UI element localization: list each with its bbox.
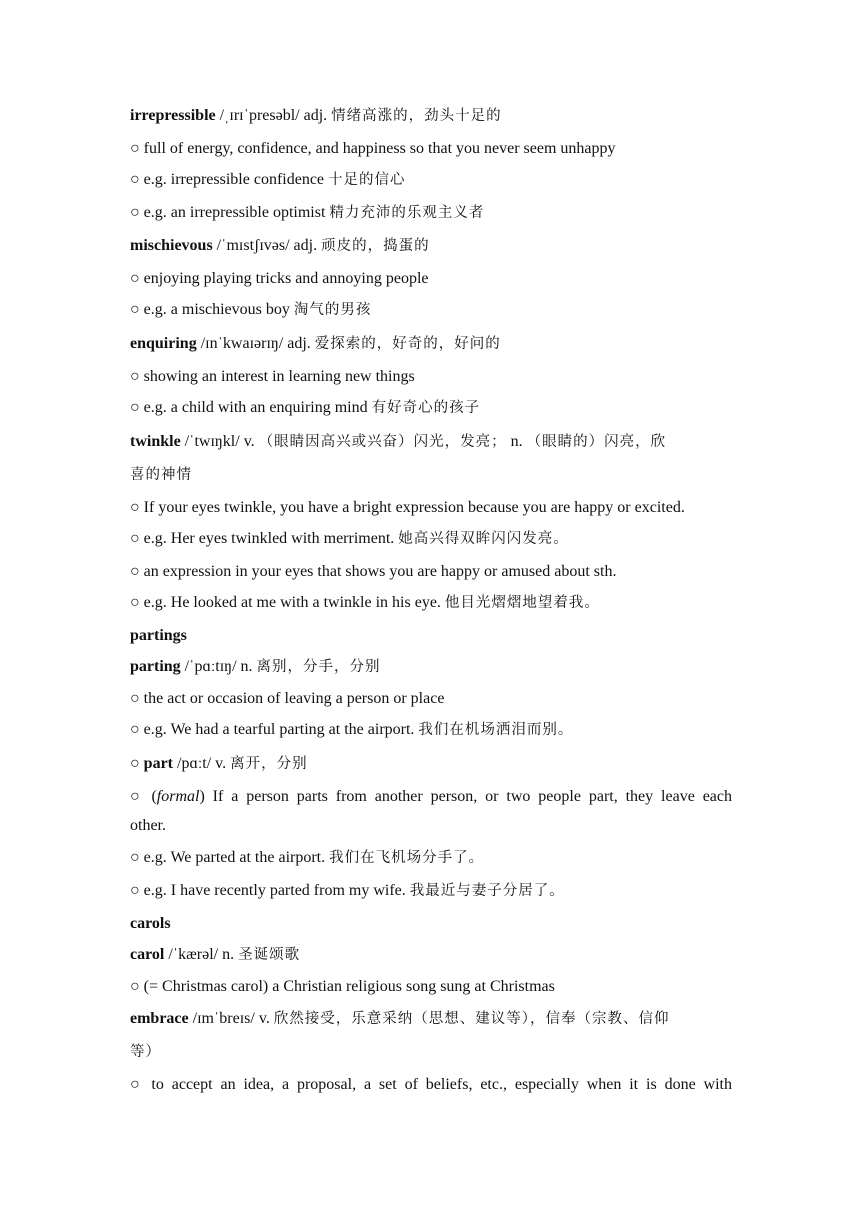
example-text: ○ e.g. a child with an enquiring mind: [130, 399, 372, 416]
part-of-speech: n.: [506, 433, 527, 450]
example-text: ○ e.g. Her eyes twinkled with merriment.: [130, 530, 399, 547]
chinese-gloss: 离开，分别: [230, 756, 308, 772]
pronunciation: /ɪnˈkwaɪərɪŋ/ adj.: [196, 335, 315, 352]
example: [130, 593, 732, 613]
gloss-continuation: [130, 465, 732, 485]
example-translation: 我们在机场洒泪而别。: [418, 722, 574, 738]
example: [130, 398, 732, 418]
definition: ○ If your eyes twinkle, you have a bright expression because you are happy or excited.: [130, 499, 685, 516]
entry-enquiring-headline: [130, 334, 732, 354]
example-translation: 精力充沛的乐观主义者: [329, 205, 485, 221]
example: [130, 170, 732, 190]
example-translation: 十足的信心: [328, 172, 406, 188]
chinese-gloss: 喜的神情: [130, 467, 192, 483]
example-translation: 有好奇心的孩子: [371, 400, 481, 416]
definition: ○ full of energy, confidence, and happiness so that you never seem unhappy: [130, 140, 616, 157]
bullet: ○: [130, 755, 144, 772]
example: [130, 300, 732, 320]
example: [130, 881, 732, 901]
example: [130, 529, 732, 549]
headword: carol: [130, 946, 165, 963]
example-translation: 我最近与妻子分居了。: [409, 883, 565, 899]
example-translation: 她高兴得双眸闪闪发亮。: [398, 531, 569, 547]
example-text: ○ e.g. I have recently parted from my wife.: [130, 882, 410, 899]
chinese-gloss: （眼睛的）闪亮，欣: [526, 434, 667, 450]
example-translation: 淘气的男孩: [293, 302, 372, 318]
definition-text: ) If a person parts from another person, or two people part, they leave each: [199, 788, 732, 805]
headword: part: [143, 755, 173, 772]
example-text: ○ e.g. We had a tearful parting at the airport.: [130, 721, 419, 738]
chinese-gloss: 顽皮的，捣蛋的: [321, 238, 430, 254]
example-text: ○ e.g. We parted at the airport.: [130, 849, 330, 866]
definition: ○ showing an interest in learning new things: [130, 368, 415, 385]
example: [130, 720, 732, 740]
example-translation: 他目光熠熠地望着我。: [444, 595, 600, 611]
definition: [130, 787, 732, 807]
pronunciation: /ˌɪrɪˈpresəbl/ adj.: [215, 107, 332, 124]
example-text: ○ e.g. an irrepressible optimist: [130, 204, 330, 221]
headword: parting: [130, 658, 181, 675]
entry-carol-headline: [130, 945, 732, 965]
definition-prefix: ○ (: [130, 788, 157, 805]
headword: enquiring: [130, 335, 197, 352]
chinese-gloss: 情绪高涨的，劲头十足的: [331, 108, 502, 124]
example-text: ○ e.g. irrepressible confidence: [130, 171, 329, 188]
headword: twinkle: [130, 433, 181, 450]
definition: ○ the act or occasion of leaving a person or place: [130, 690, 445, 707]
chinese-gloss: （眼睛因高兴或兴奋）闪光，发亮；: [258, 434, 507, 450]
section-heading-partings: partings: [130, 627, 187, 644]
definition-continuation: other.: [130, 817, 166, 834]
chinese-gloss: 爱探索的，好奇的，好问的: [314, 336, 501, 352]
gloss-continuation: [130, 1042, 732, 1062]
section-heading-carols: carols: [130, 915, 171, 932]
pronunciation: /ˈmɪstʃɪvəs/ adj.: [212, 237, 322, 254]
definition: ○ an expression in your eyes that shows you are happy or amused about sth.: [130, 563, 617, 580]
headword: embrace: [130, 1010, 189, 1027]
pronunciation: /pɑːt/ v.: [173, 755, 231, 772]
chinese-gloss: 离别，分手，分别: [256, 659, 381, 675]
example-text: ○ e.g. He looked at me with a twinkle in his eye.: [130, 594, 445, 611]
headword: irrepressible: [130, 107, 216, 124]
example-translation: 我们在飞机场分手了。: [329, 850, 485, 866]
pronunciation: /ɪmˈbreɪs/ v.: [188, 1010, 274, 1027]
register-label: formal: [156, 788, 200, 805]
definition: ○ (= Christmas carol) a Christian religious song sung at Christmas: [130, 978, 555, 995]
chinese-gloss: 等）: [130, 1044, 161, 1060]
pronunciation: /ˈtwɪŋkl/ v.: [180, 433, 259, 450]
example: [130, 203, 732, 223]
example: [130, 848, 732, 868]
entry-irrepressible-headline: [130, 106, 732, 126]
chinese-gloss: 欣然接受，乐意采纳（思想、建议等），信奉（宗教、信仰: [273, 1011, 670, 1027]
example-text: ○ e.g. a mischievous boy: [130, 301, 294, 318]
entry-part-headline: [130, 754, 732, 774]
headword: mischievous: [130, 237, 213, 254]
entry-embrace-headline: [130, 1009, 732, 1029]
entry-mischievous-headline: [130, 236, 732, 256]
entry-twinkle-headline: [130, 432, 732, 452]
chinese-gloss: 圣诞颂歌: [238, 947, 301, 963]
pronunciation: /ˈkærəl/ n.: [164, 946, 239, 963]
entry-parting-headline: [130, 657, 732, 677]
definition: ○ enjoying playing tricks and annoying people: [130, 270, 429, 287]
definition: ○ to accept an idea, a proposal, a set of beliefs, etc., especially when it is done with: [130, 1076, 732, 1093]
pronunciation: /ˈpɑːtɪŋ/ n.: [180, 658, 257, 675]
